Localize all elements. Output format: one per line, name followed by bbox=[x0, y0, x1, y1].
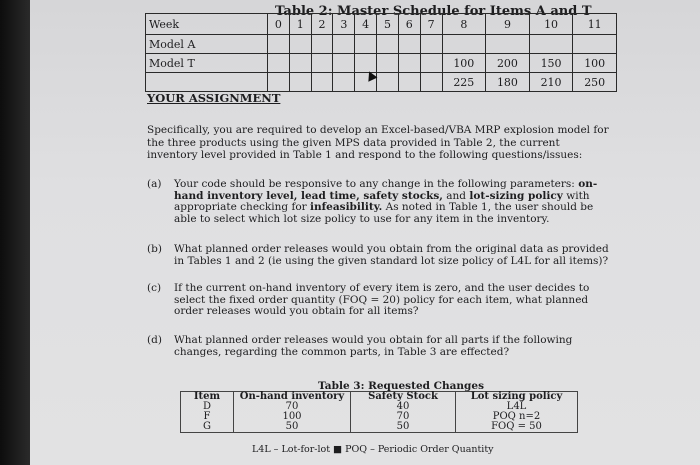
cell bbox=[377, 54, 399, 73]
cell: 210 bbox=[529, 73, 573, 92]
cell bbox=[289, 54, 311, 73]
cell: 250 bbox=[573, 73, 617, 92]
question-a-infeasibility: infeasibility. bbox=[310, 201, 383, 213]
cell: 180 bbox=[486, 73, 530, 92]
question-a-checking: with appropriate checking for bbox=[174, 189, 590, 213]
week-cell: 9 bbox=[486, 14, 530, 35]
table-row bbox=[181, 392, 578, 433]
cell bbox=[333, 35, 355, 54]
item-value: F bbox=[203, 411, 211, 422]
cell bbox=[420, 35, 442, 54]
onhand-value: 50 bbox=[285, 421, 299, 432]
cell bbox=[268, 35, 290, 54]
cell bbox=[268, 54, 290, 73]
row-label bbox=[146, 73, 268, 92]
header-safety: Safety Stock bbox=[368, 391, 438, 402]
lot-column bbox=[456, 392, 578, 433]
question-a-and: and bbox=[446, 189, 467, 202]
cell bbox=[398, 54, 420, 73]
lot-value: L4L bbox=[506, 401, 527, 412]
cell bbox=[442, 35, 486, 54]
week-cell: 1 bbox=[289, 14, 311, 35]
question-text: What planned order releases would you obtain from the original data as provided in Tables 1 and 2 (ie using the given standard lot size policy of L4L for all items)? bbox=[174, 243, 609, 267]
master-schedule-table bbox=[145, 13, 617, 92]
header-item: Item bbox=[193, 391, 221, 402]
cell: 100 bbox=[573, 54, 617, 73]
cell bbox=[529, 35, 573, 54]
question-text bbox=[174, 179, 614, 225]
week-cell: 10 bbox=[529, 14, 573, 35]
week-cell: 0 bbox=[268, 14, 290, 35]
question-a-lot-sizing: lot-sizing policy bbox=[469, 189, 563, 202]
week-label: Week bbox=[146, 14, 268, 35]
cell bbox=[333, 54, 355, 73]
table-row bbox=[146, 14, 617, 35]
table-row bbox=[146, 54, 617, 73]
cell bbox=[311, 54, 333, 73]
cell bbox=[311, 73, 333, 92]
cell bbox=[420, 73, 442, 92]
week-cell: 4 bbox=[355, 14, 377, 35]
cell: 100 bbox=[442, 54, 486, 73]
cell bbox=[573, 35, 617, 54]
week-cell: 8 bbox=[442, 14, 486, 35]
cell bbox=[398, 35, 420, 54]
table3-title: Table 3: Requested Changes bbox=[318, 380, 484, 392]
question-number: (a) bbox=[147, 178, 162, 190]
cell bbox=[377, 35, 399, 54]
header-onhand: On-hand inventory bbox=[239, 391, 345, 402]
item-value: G bbox=[203, 421, 211, 432]
cell: 225 bbox=[442, 73, 486, 92]
requested-changes-table bbox=[180, 391, 578, 433]
question-number: (d) bbox=[147, 334, 162, 346]
item-column bbox=[181, 392, 234, 433]
cell bbox=[268, 73, 290, 92]
cell bbox=[398, 73, 420, 92]
row-label: Model T bbox=[146, 54, 268, 73]
safety-value: 70 bbox=[396, 411, 410, 422]
question-number: (b) bbox=[147, 243, 162, 255]
week-cell: 3 bbox=[333, 14, 355, 35]
cell: 200 bbox=[486, 54, 530, 73]
week-cell: 2 bbox=[311, 14, 333, 35]
item-value: D bbox=[202, 401, 212, 412]
lot-value: POQ n=2 bbox=[492, 411, 541, 422]
safety-value: 40 bbox=[396, 401, 410, 412]
cell: 150 bbox=[529, 54, 573, 73]
week-cell: 11 bbox=[573, 14, 617, 35]
week-cell: 6 bbox=[398, 14, 420, 35]
table2-title: Table 2: Master Schedule for Items A and T bbox=[275, 4, 592, 19]
cell bbox=[377, 73, 399, 92]
week-cell: 7 bbox=[420, 14, 442, 35]
assignment-intro: Specifically, you are required to develop an Excel-based/VBA MRP explosion model for the three products using the given MPS data provided in Table 2, the current inventory level provided in Table 1 and respond to the following questions/issues: bbox=[147, 124, 609, 161]
question-a-tail: As noted in Table 1, the user should be able to select which lot size policy to use for any item in the inventory. bbox=[174, 201, 594, 225]
onhand-value: 70 bbox=[285, 401, 299, 412]
cell bbox=[420, 54, 442, 73]
assignment-heading: YOUR ASSIGNMENT bbox=[147, 91, 281, 105]
week-cell: 5 bbox=[377, 14, 399, 35]
lot-value: FOQ = 50 bbox=[491, 421, 542, 432]
question-text: If the current on-hand inventory of every item is zero, and the user decides to select the fixed order quantity (FOQ = 20) policy for each item, what planned order releases would you obtain for all items? bbox=[174, 282, 590, 317]
cell bbox=[333, 73, 355, 92]
table-row bbox=[146, 35, 617, 54]
question-text: What planned order releases would you obtain for all parts if the following changes, regarding the common parts, in Table 3 are effected? bbox=[174, 334, 573, 358]
row-label: Model A bbox=[146, 35, 268, 54]
cell bbox=[289, 35, 311, 54]
question-number: (c) bbox=[147, 282, 162, 294]
safety-value: 50 bbox=[396, 421, 410, 432]
onhand-value: 100 bbox=[282, 411, 302, 422]
table-row bbox=[146, 73, 617, 92]
desk-edge bbox=[0, 0, 30, 465]
question-a-params: on-hand inventory level, lead time, safety stocks, bbox=[174, 178, 598, 202]
question-a-lead: Your code should be responsive to any change in the following parameters: bbox=[174, 178, 575, 190]
cell bbox=[289, 73, 311, 92]
safety-column bbox=[351, 392, 456, 433]
cell bbox=[355, 35, 377, 54]
cell bbox=[486, 35, 530, 54]
onhand-column bbox=[234, 392, 351, 433]
header-lot: Lot sizing policy bbox=[470, 391, 563, 402]
table3-legend: L4L – Lot-for-lot ■ POQ – Periodic Order Quantity bbox=[252, 444, 494, 455]
cell bbox=[311, 35, 333, 54]
